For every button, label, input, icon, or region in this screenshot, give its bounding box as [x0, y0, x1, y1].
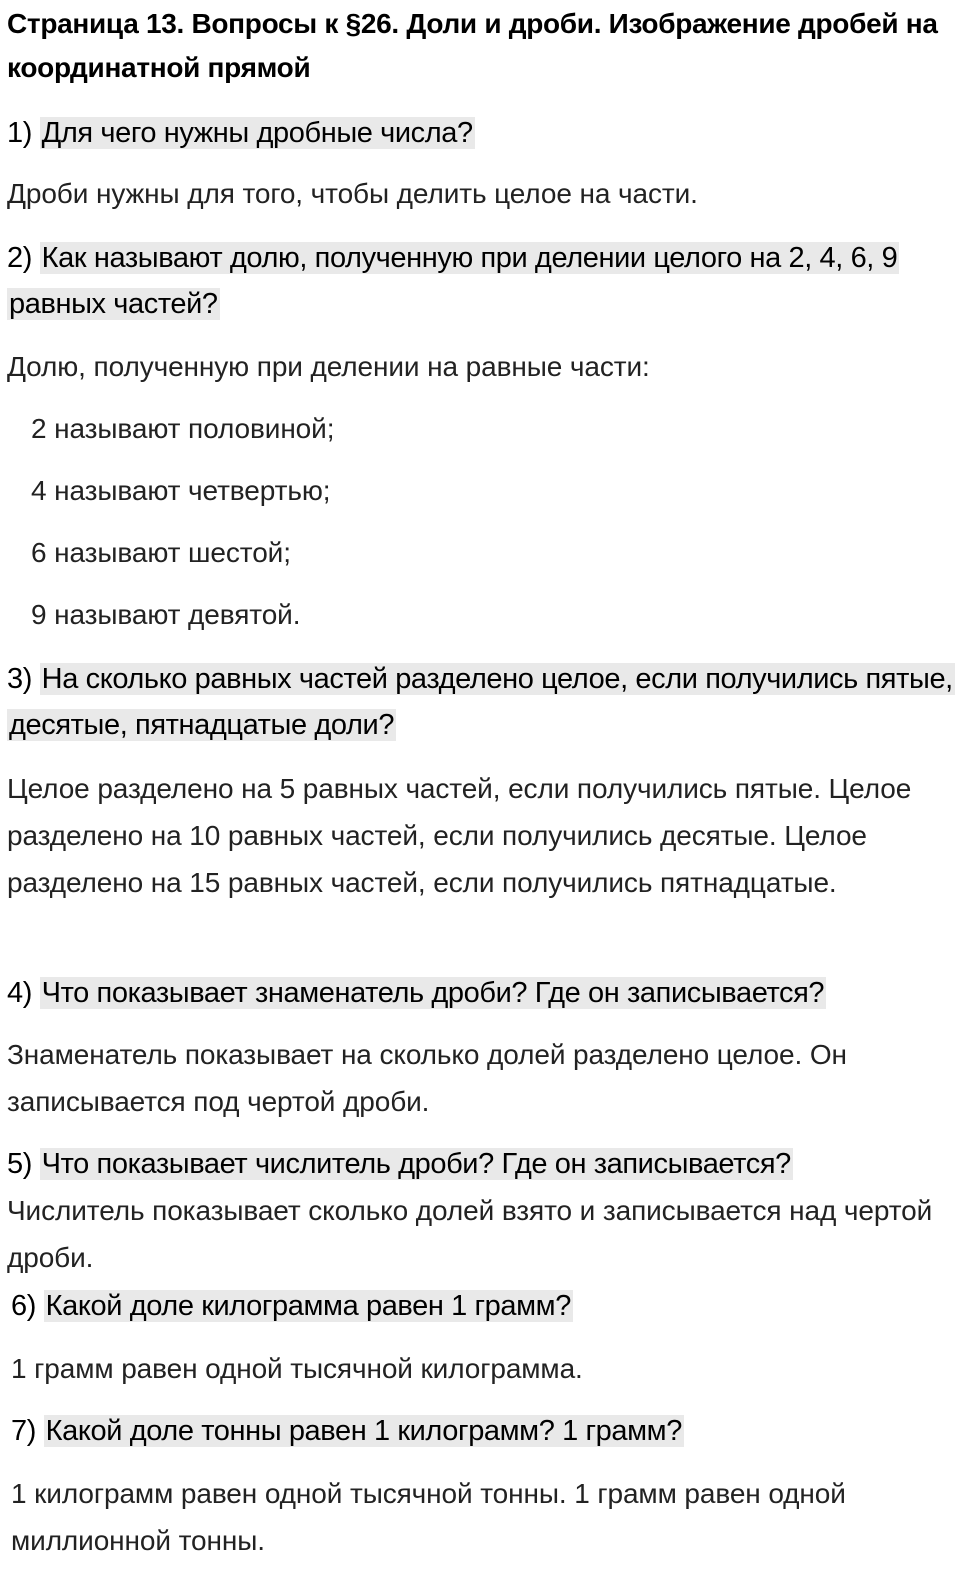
- question-2: [7, 235, 953, 327]
- question-number: 3): [7, 663, 32, 695]
- answer-2-line: 9 называют девятой.: [31, 599, 301, 630]
- question-number: 7): [11, 1415, 36, 1447]
- question-3: [7, 656, 953, 748]
- question-text: Какой доле килограмма равен 1 грамм?: [45, 1290, 571, 1322]
- question-text: На сколько равных частей разделено целое, если получились пятые, десятые, пятнадцатые доли?: [9, 663, 953, 741]
- question-6: [11, 1283, 951, 1329]
- question-5: [7, 1141, 953, 1187]
- question-text: Что показывает знаменатель дроби? Где он записывается?: [41, 977, 825, 1009]
- answer-2-intro: Долю, полученную при делении на равные части:: [7, 351, 650, 382]
- question-number: 5): [7, 1148, 32, 1180]
- question-text: Для чего нужны дробные числа?: [41, 117, 473, 149]
- question-4: [7, 970, 953, 1016]
- question-number: 6): [11, 1290, 36, 1322]
- answer-1: Дроби нужны для того, чтобы делить целое на части.: [7, 178, 698, 209]
- question-text: Какой доле тонны равен 1 килограмм? 1 грамм?: [45, 1415, 682, 1447]
- question-text: Что показывает числитель дроби? Где он записывается?: [41, 1148, 791, 1180]
- question-number: 4): [7, 977, 32, 1009]
- answer-7: 1 килограмм равен одной тысячной тонны. 1 грамм равен одной миллионной тонны.: [11, 1478, 846, 1556]
- answer-3: Целое разделено на 5 равных частей, если получились пятые. Целое разделено на 10 равных частей, если получились десятые. Целое разделено на 15 равных частей, если получились пятнадцатые.: [7, 773, 912, 898]
- question-7: [11, 1408, 951, 1454]
- answer-6: 1 грамм равен одной тысячной килограмма.: [11, 1353, 583, 1384]
- question-text: Как называют долю, полученную при делении целого на 2, 4, 6, 9 равных частей?: [9, 242, 898, 320]
- answer-5: Числитель показывает сколько долей взято и записывается над чертой дроби.: [7, 1195, 933, 1273]
- answer-2-line: 6 называют шестой;: [31, 537, 291, 568]
- page-title: Страница 13. Вопросы к §26. Доли и дроби. Изображение дробей на координатной прямой: [7, 8, 938, 83]
- answer-4: Знаменатель показывает на сколько долей разделено целое. Он записывается под чертой дроби.: [7, 1039, 847, 1117]
- answer-2-line: 4 называют четвертью;: [31, 475, 331, 506]
- question-1: [7, 110, 953, 156]
- question-number: 1): [7, 117, 32, 149]
- question-number: 2): [7, 242, 32, 274]
- answer-2-line: 2 называют половиной;: [31, 413, 335, 444]
